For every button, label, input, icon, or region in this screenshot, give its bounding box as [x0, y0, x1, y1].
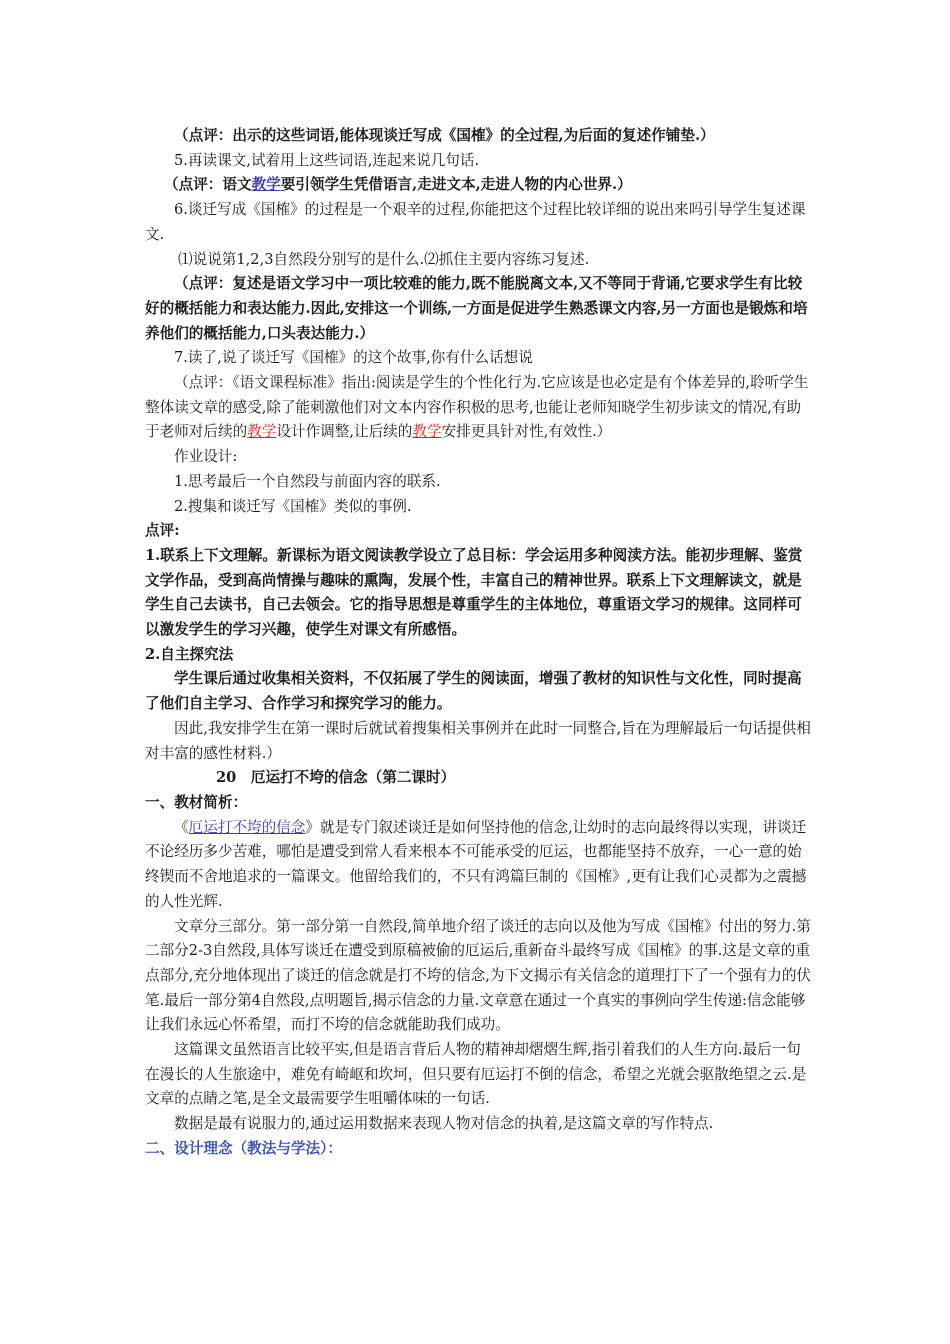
comment-point-2: 学生课后通过收集相关资料，不仅拓展了学生的阅读面，增强了教材的知识性与文化性，同时提高了他们自主学习、合作学习和探究学习的能力。: [145, 670, 802, 713]
comment-3: （点评：复述是语文学习中一项比较难的能力,既不能脱离文本,又不等同于背诵,它要求学生有比较好的概括能力和表达能力.因此,安排这一个训练,一方面是促进学生熟悉课文内容,另一方面也是锻炼和培养他们的概括能力,口头表达能力.）: [145, 275, 808, 342]
paragraph-3: 这篇课文虽然语言比较平实,但是语言背后人物的精神却熠熠生辉,指引着我们的人生方向.最后一句在漫长的人生旅途中，难免有崎岖和坎坷，但只要有厄运打不倒的信念，希望之光就会驱散绝望之云.是文章的点睛之笔,是全文最需要学生咀嚼体味的一句话.: [145, 1041, 807, 1108]
homework-title: 作业设计:: [174, 448, 238, 466]
homework-1: 1.思考最后一个自然段与前面内容的联系.: [174, 472, 441, 490]
comment-point-3: 因此,我安排学生在第一课时后就试着搜集相关事例并在此时一同整合,旨在为理解最后一句话提供相对丰富的感性材料.）: [145, 719, 811, 762]
section-1-heading: 一、教材简析：: [145, 793, 248, 811]
step-6: 6.谈迁写成《国榷》的过程是一个艰辛的过程,你能把这个过程比较详细的说出来吗引导学生复述课文.: [145, 201, 806, 243]
document-body: [145, 124, 815, 1162]
teaching-link-red-1[interactable]: 教学: [247, 423, 277, 441]
lesson-link[interactable]: 厄运打不垮的信念: [188, 818, 306, 836]
paragraph-1: 《厄运打不垮的信念》就是专门叙述谈迁是如何坚持他的信念,让幼时的志向最终得以实现，讲谈迁不论经历多少苦难，哪怕是遭受到常人看来根本不可能承受的厄运，也都能坚持不放弃，一心一意的始终锲而不舍地追求的一篇课文。他留给我们的，不只有鸿篇巨制的《国榷》,更有让我们心灵都为之震撼的人性光辉.: [145, 818, 807, 910]
paragraph-4: 数据是最有说服力的,通过运用数据来表现人物对信念的执着,是这篇文章的写作特点.: [174, 1115, 714, 1133]
step-7: 7.读了,说了谈迁写《国榷》的这个故事,你有什么话想说: [174, 349, 533, 367]
step-6-sub: ⑴说说第1,2,3自然段分别写的是什么.⑵抓住主要内容练习复述.: [178, 250, 590, 268]
section-2-heading: 二、设计理念（教法与学法）：: [145, 1139, 343, 1157]
teaching-link[interactable]: 教学: [251, 176, 281, 194]
teaching-link-red-2[interactable]: 教学: [412, 423, 442, 441]
comment-point-1: 1.联系上下文理解。新课标为语文阅读教学设立了总目标：学会运用多种阅渎方法。能初步理解、鉴赏文学作品，受到高尚情操与趣味的熏陶，发展个性，丰富自己的精神世界。联系上下文理解读文，就是学生自己去读书，自己去领会。它的指导思想是尊重学生的主体地位，尊重语文学习的规律。这同样可以激发学生的学习兴趣，使学生对课文有所感悟。: [145, 546, 803, 639]
homework-2: 2.搜集和谈迁写《国榷》类似的事例.: [174, 497, 412, 515]
lesson-title: 20 厄运打不垮的信念（第二课时）: [216, 769, 456, 787]
paragraph-2: 文章分三部分。第一部分第一自然段,简单地介绍了谈迁的志向以及他为写成《国榷》付出的努力.第二部分2-3自然段,具体写谈迁在遭受到原稿被偷的厄运后,重新奋斗最终写成《国榷》的事.这是文章的重点部分,充分地体现出了谈迁的信念就是打不垮的信念,为下文揭示有关信念的道理打下了一个强有力的伏笔.最后一部分第4自然段,点明题旨,揭示信念的力量.文章意在通过一个真实的事例向学生传递:信念能够让我们永远心怀希望，而打不垮的信念就能助我们成功。: [145, 917, 812, 1034]
comment-4: （点评：《语文课程标准》指出:阅读是学生的个性化行为.它应该是也必定是有个体差异的,聆听学生整体读文章的感受,除了能刺激他们对文本内容作积极的思考,也能让老师知晓学生初步读文的情况,有助于老师对后续的教学设计作调整,让后续的教学安排更具针对性,有效性.）: [145, 374, 809, 441]
comment-2: （点评：语文教学要引领学生凭借语言,走进文本,走进人物的内心世界.）: [164, 176, 632, 194]
comment-title: 点评:: [145, 522, 180, 540]
comment-1: （点评：出示的这些词语,能体现谈迁写成《国榷》的全过程,为后面的复述作铺垫.）: [174, 127, 715, 144]
comment-point-2-title: 2.自主探究法: [145, 645, 234, 663]
step-5: 5.再读课文,试着用上这些词语,连起来说几句话.: [174, 151, 480, 169]
